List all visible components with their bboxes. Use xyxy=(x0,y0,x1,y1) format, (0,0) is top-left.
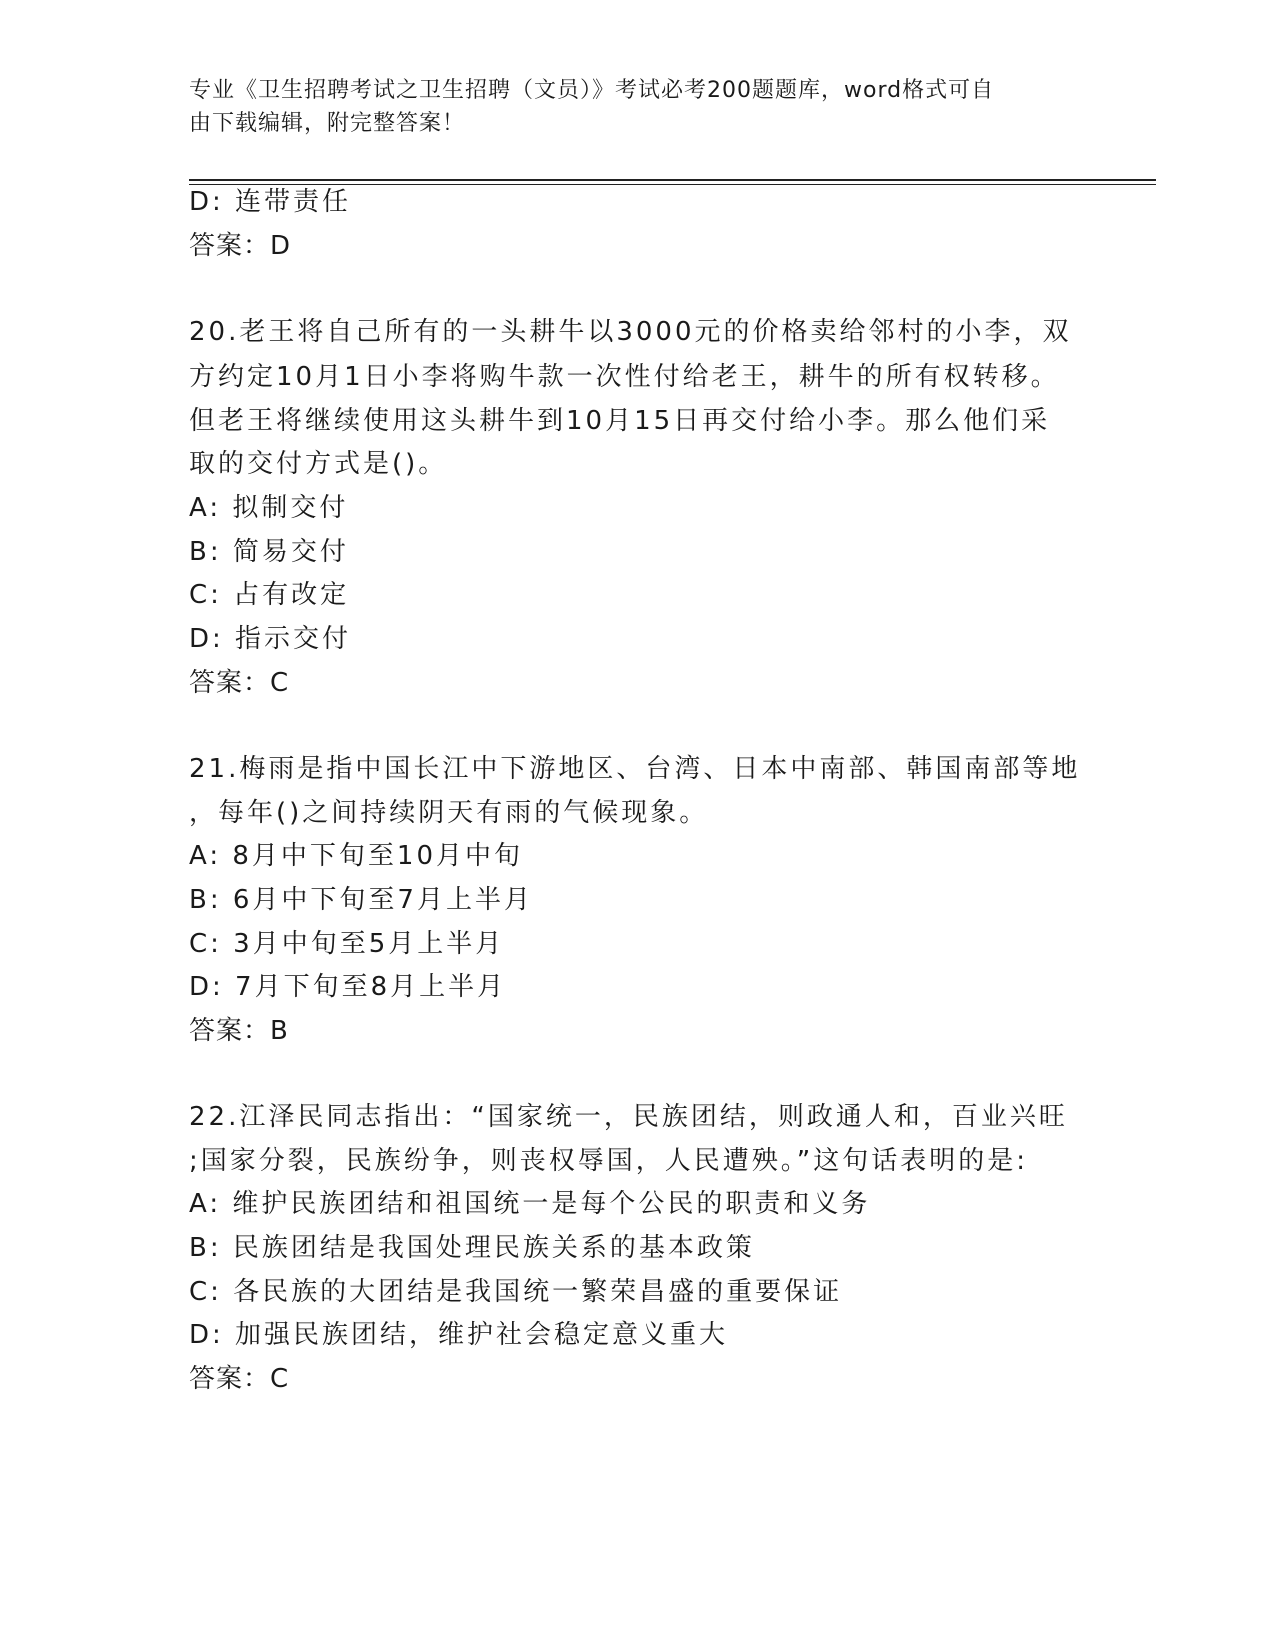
q21-option-b: B: 6月中下旬至7月上半月 xyxy=(189,885,533,915)
prev-option-d: D: 连带责任 xyxy=(189,187,352,217)
q20-option-b: B: 简易交付 xyxy=(189,537,349,567)
q21-text-line-1: 21.梅雨是指中国长江中下游地区、台湾、日本中南部、韩国南部等地 xyxy=(189,754,1081,784)
q21-text-line-2: ，每年()之间持续阴天有雨的气候现象。 xyxy=(189,798,709,828)
header-line-2: 由下载编辑，附完整答案！ xyxy=(189,111,466,136)
q21-answer: 答案：B xyxy=(189,1016,289,1046)
q22-text-line-1: 22.江泽民同志指出：“国家统一，民族团结，则政通人和，百业兴旺 xyxy=(189,1102,1068,1132)
q22-answer: 答案：C xyxy=(189,1364,290,1394)
q20-text-line-1: 20.老王将自己所有的一头耕牛以3000元的价格卖给邻村的小李，双 xyxy=(189,317,1072,347)
q20-text-line-4: 取的交付方式是()。 xyxy=(189,449,448,479)
q22-option-c: C: 各民族的大团结是我国统一繁荣昌盛的重要保证 xyxy=(189,1277,843,1307)
q22-text-line-2: ;国家分裂，民族纷争，则丧权辱国，人民遭殃。”这句话表明的是: xyxy=(189,1146,1028,1176)
q20-answer: 答案：C xyxy=(189,668,290,698)
q22-option-a: A: 维护民族团结和祖国统一是每个公民的职责和义务 xyxy=(189,1189,871,1219)
header-line-1: 专业《卫生招聘考试之卫生招聘（文员）》考试必考200题题库，word格式可自 xyxy=(189,78,995,103)
q21-option-a: A: 8月中下旬至10月中旬 xyxy=(189,841,523,871)
q20-option-d: D: 指示交付 xyxy=(189,624,352,654)
q20-option-c: C: 占有改定 xyxy=(189,580,350,610)
q21-option-c: C: 3月中旬至5月上半月 xyxy=(189,929,505,959)
q22-option-b: B: 民族团结是我国处理民族关系的基本政策 xyxy=(189,1233,755,1263)
q20-option-a: A: 拟制交付 xyxy=(189,493,349,523)
page-header xyxy=(189,74,1069,140)
q20-text-line-2: 方约定10月1日小李将购牛款一次性付给老王，耕牛的所有权转移。 xyxy=(189,362,1060,392)
q21-option-d: D: 7月下旬至8月上半月 xyxy=(189,972,507,1002)
q22-option-d: D: 加强民族团结，维护社会稳定意义重大 xyxy=(189,1320,729,1350)
prev-answer: 答案：D xyxy=(189,231,292,261)
q20-text-line-3: 但老王将继续使用这头耕牛到10月15日再交付给小李。那么他们采 xyxy=(189,406,1051,436)
